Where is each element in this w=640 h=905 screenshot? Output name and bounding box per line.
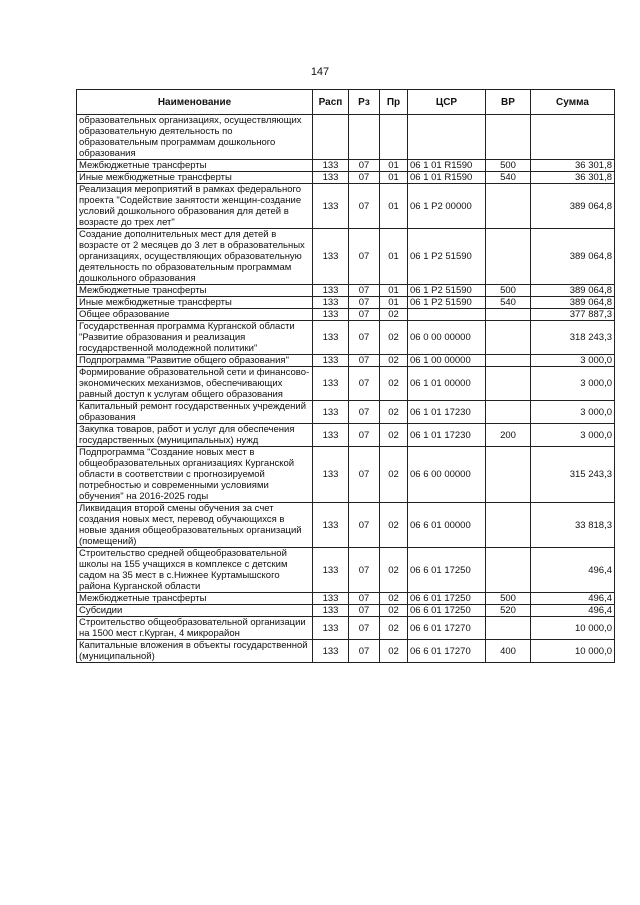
cell-sum: 318 243,3: [531, 321, 615, 355]
cell-rasp: 133: [313, 321, 349, 355]
table-row: [77, 401, 615, 424]
cell-pr: [380, 115, 408, 160]
cell-sum: 496,4: [531, 593, 615, 605]
cell-vr: [486, 355, 531, 367]
cell-rz: 07: [349, 640, 380, 663]
cell-pr: 02: [380, 605, 408, 617]
cell-rasp: 133: [313, 617, 349, 640]
cell-csr: 06 1 00 00000: [408, 355, 486, 367]
cell-rasp: 133: [313, 285, 349, 297]
cell-sum: 496,4: [531, 548, 615, 593]
table-row: [77, 617, 615, 640]
cell-rasp: 133: [313, 447, 349, 503]
cell-rasp: 133: [313, 172, 349, 184]
cell-pr: 02: [380, 447, 408, 503]
cell-vr: [486, 229, 531, 285]
cell-rasp: 133: [313, 401, 349, 424]
cell-csr: 06 6 01 17250: [408, 593, 486, 605]
header-pr: Пр: [380, 90, 408, 115]
cell-rz: 07: [349, 184, 380, 229]
cell-rz: 07: [349, 447, 380, 503]
cell-sum: 3 000,0: [531, 401, 615, 424]
cell-sum: 3 000,0: [531, 424, 615, 447]
table-row: [77, 640, 615, 663]
cell-vr: 200: [486, 424, 531, 447]
cell-pr: 01: [380, 229, 408, 285]
cell-rz: 07: [349, 355, 380, 367]
cell-vr: 500: [486, 160, 531, 172]
cell-name: Межбюджетные трансферты: [77, 285, 313, 297]
table-row: [77, 355, 615, 367]
table-row: [77, 309, 615, 321]
table-row: [77, 367, 615, 401]
cell-pr: 02: [380, 401, 408, 424]
cell-name: Строительство общеобразовательной организации на 1500 мест г.Курган, 4 микрорайон: [77, 617, 313, 640]
cell-sum: 496,4: [531, 605, 615, 617]
cell-rz: 07: [349, 160, 380, 172]
cell-rasp: 133: [313, 424, 349, 447]
cell-name: Капитальные вложения в объекты государственной (муниципальной): [77, 640, 313, 663]
table-row: [77, 172, 615, 184]
cell-csr: [408, 309, 486, 321]
cell-pr: 01: [380, 172, 408, 184]
table-row: [77, 424, 615, 447]
header-sum: Сумма: [531, 90, 615, 115]
cell-csr: 06 1 P2 51590: [408, 229, 486, 285]
cell-vr: 400: [486, 640, 531, 663]
cell-rasp: 133: [313, 229, 349, 285]
cell-rasp: 133: [313, 160, 349, 172]
cell-rz: 07: [349, 593, 380, 605]
cell-sum: 389 064,8: [531, 229, 615, 285]
cell-name: Закупка товаров, работ и услуг для обеспечения государственных (муниципальных) нужд: [77, 424, 313, 447]
cell-pr: 02: [380, 548, 408, 593]
cell-vr: 540: [486, 297, 531, 309]
cell-sum: 3 000,0: [531, 355, 615, 367]
cell-sum: 3 000,0: [531, 367, 615, 401]
table-row: [77, 297, 615, 309]
cell-vr: [486, 617, 531, 640]
cell-rasp: 133: [313, 640, 349, 663]
cell-rasp: 133: [313, 297, 349, 309]
table-row: [77, 115, 615, 160]
cell-vr: [486, 401, 531, 424]
cell-sum: 377 887,3: [531, 309, 615, 321]
header-name: Наименование: [77, 90, 313, 115]
cell-pr: 02: [380, 309, 408, 321]
cell-rz: 07: [349, 548, 380, 593]
cell-name: Строительство средней общеобразовательной школы на 155 учащихся в комплексе с детским садом на 35 мест в с.Нижнее Куртамышского района Курганской области: [77, 548, 313, 593]
budget-table: [76, 89, 615, 663]
table-row: [77, 548, 615, 593]
table-row: [77, 160, 615, 172]
cell-rz: 07: [349, 617, 380, 640]
cell-rasp: 133: [313, 367, 349, 401]
cell-rasp: 133: [313, 593, 349, 605]
cell-pr: 02: [380, 640, 408, 663]
cell-vr: [486, 367, 531, 401]
cell-vr: [486, 115, 531, 160]
cell-name: Межбюджетные трансферты: [77, 593, 313, 605]
cell-name: Межбюджетные трансферты: [77, 160, 313, 172]
cell-rasp: [313, 115, 349, 160]
table-body: [77, 115, 615, 663]
cell-csr: 06 1 01 17230: [408, 401, 486, 424]
cell-csr: 06 0 00 00000: [408, 321, 486, 355]
cell-name: Ликвидация второй смены обучения за счет создания новых мест, перевод обучающихся в новые здания общеобразовательных организаций (помещений): [77, 503, 313, 548]
table-header-row: [77, 90, 615, 115]
cell-sum: 36 301,8: [531, 160, 615, 172]
cell-rz: [349, 115, 380, 160]
cell-csr: 06 6 01 17270: [408, 617, 486, 640]
cell-rz: 07: [349, 297, 380, 309]
table-row: [77, 184, 615, 229]
cell-sum: 389 064,8: [531, 297, 615, 309]
cell-name: Капитальный ремонт государственных учреждений образования: [77, 401, 313, 424]
cell-rasp: 133: [313, 605, 349, 617]
cell-vr: 500: [486, 285, 531, 297]
cell-sum: 389 064,8: [531, 285, 615, 297]
cell-csr: 06 6 01 17250: [408, 548, 486, 593]
cell-rz: 07: [349, 172, 380, 184]
header-vr: ВР: [486, 90, 531, 115]
cell-vr: [486, 184, 531, 229]
cell-name: Подпрограмма "Развитие общего образования": [77, 355, 313, 367]
cell-rz: 07: [349, 229, 380, 285]
cell-name: Создание дополнительных мест для детей в возрасте от 2 месяцев до 3 лет в образовательных организациях, осуществляющих образовательную деятельность по образовательным программам дошкольного образования: [77, 229, 313, 285]
cell-sum: [531, 115, 615, 160]
cell-name: Подпрограмма "Создание новых мест в общеобразовательных организациях Курганской области в соответствии с прогнозируемой потребностью и современными условиями обучения" на 2016-2025 годы: [77, 447, 313, 503]
cell-pr: 02: [380, 424, 408, 447]
cell-csr: 06 1 P2 51590: [408, 297, 486, 309]
cell-sum: 315 243,3: [531, 447, 615, 503]
header-csr: ЦСР: [408, 90, 486, 115]
cell-name: Реализация мероприятий в рамках федерального проекта "Содействие занятости женщин-создание условий дошкольного образования для детей в возрасте до трех лет": [77, 184, 313, 229]
cell-name: Государственная программа Курганской области "Развитие образования и реализация государственной молодежной политики": [77, 321, 313, 355]
cell-csr: 06 1 01 17230: [408, 424, 486, 447]
cell-rz: 07: [349, 605, 380, 617]
cell-name: образовательных организациях, осуществляющих образовательную деятельность по образовательным программам дошкольного образования: [77, 115, 313, 160]
cell-name: Иные межбюджетные трансферты: [77, 297, 313, 309]
cell-rz: 07: [349, 321, 380, 355]
table-row: [77, 503, 615, 548]
table-row: [77, 285, 615, 297]
cell-sum: 10 000,0: [531, 617, 615, 640]
cell-sum: 10 000,0: [531, 640, 615, 663]
cell-vr: [486, 503, 531, 548]
cell-csr: 06 1 01 R1590: [408, 160, 486, 172]
cell-vr: 500: [486, 593, 531, 605]
cell-vr: [486, 548, 531, 593]
cell-rasp: 133: [313, 355, 349, 367]
cell-rz: 07: [349, 309, 380, 321]
cell-sum: 33 818,3: [531, 503, 615, 548]
table-row: [77, 229, 615, 285]
cell-name: Иные межбюджетные трансферты: [77, 172, 313, 184]
cell-rz: 07: [349, 503, 380, 548]
cell-csr: 06 6 00 00000: [408, 447, 486, 503]
cell-pr: 01: [380, 285, 408, 297]
page-number: 147: [310, 66, 330, 78]
cell-vr: 520: [486, 605, 531, 617]
cell-rasp: 133: [313, 309, 349, 321]
cell-pr: 01: [380, 160, 408, 172]
cell-pr: 02: [380, 617, 408, 640]
table-row: [77, 605, 615, 617]
table-row: [77, 447, 615, 503]
header-rz: Рз: [349, 90, 380, 115]
header-rasp: Расп: [313, 90, 349, 115]
cell-pr: 01: [380, 184, 408, 229]
cell-pr: 02: [380, 367, 408, 401]
cell-rasp: 133: [313, 503, 349, 548]
cell-name: Формирование образовательной сети и финансово-экономических механизмов, обеспечивающих равный доступ к услугам общего образования: [77, 367, 313, 401]
cell-csr: 06 6 01 00000: [408, 503, 486, 548]
cell-rasp: 133: [313, 184, 349, 229]
cell-pr: 02: [380, 503, 408, 548]
cell-csr: 06 1 P2 00000: [408, 184, 486, 229]
cell-rz: 07: [349, 424, 380, 447]
cell-sum: 36 301,8: [531, 172, 615, 184]
cell-vr: 540: [486, 172, 531, 184]
cell-vr: [486, 447, 531, 503]
cell-rasp: 133: [313, 548, 349, 593]
cell-csr: 06 6 01 17270: [408, 640, 486, 663]
cell-pr: 01: [380, 297, 408, 309]
cell-csr: 06 1 01 R1590: [408, 172, 486, 184]
cell-rz: 07: [349, 367, 380, 401]
cell-vr: [486, 321, 531, 355]
cell-rz: 07: [349, 401, 380, 424]
cell-sum: 389 064,8: [531, 184, 615, 229]
cell-pr: 02: [380, 355, 408, 367]
cell-name: Субсидии: [77, 605, 313, 617]
cell-csr: [408, 115, 486, 160]
cell-csr: 06 1 P2 51590: [408, 285, 486, 297]
cell-pr: 02: [380, 321, 408, 355]
cell-csr: 06 6 01 17250: [408, 605, 486, 617]
cell-vr: [486, 309, 531, 321]
table-row: [77, 593, 615, 605]
table-row: [77, 321, 615, 355]
cell-name: Общее образование: [77, 309, 313, 321]
cell-rz: 07: [349, 285, 380, 297]
cell-csr: 06 1 01 00000: [408, 367, 486, 401]
cell-pr: 02: [380, 593, 408, 605]
